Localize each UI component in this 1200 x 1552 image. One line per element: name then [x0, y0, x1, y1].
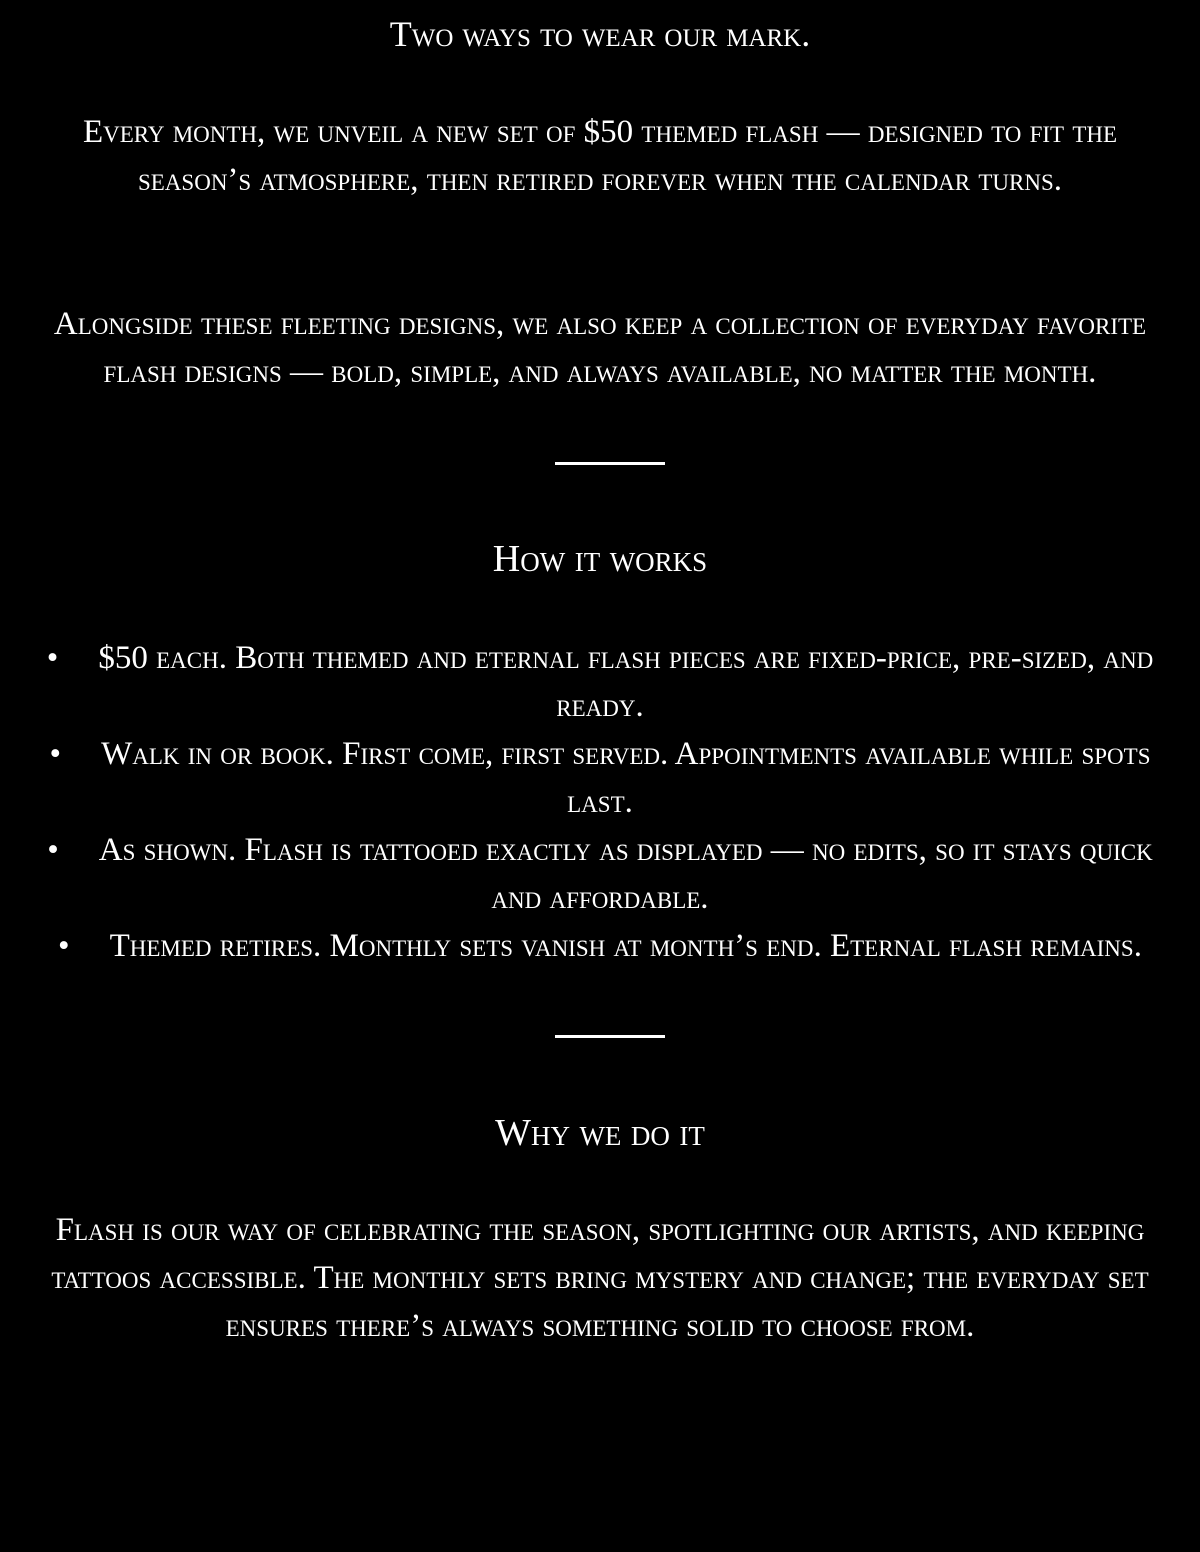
intro-paragraph-monthly: Every month, we unveil a new set of $50 themed flash — designed to fit the season’s atmosphere, then retired forever when the calendar turns.	[82, 114, 1118, 198]
how-it-works-heading: How it works	[492, 538, 708, 580]
list-item-text: $50 each. Both themed and eternal flash pieces are fixed-price, pre-sized, and ready.	[98, 640, 1154, 724]
bullet-icon: •	[49, 736, 62, 772]
list-item	[20, 922, 1180, 970]
why-we-do-it-heading: Why we do it	[495, 1112, 705, 1154]
how-it-works-list	[20, 634, 1180, 970]
page-title: Two ways to wear our mark.	[389, 14, 811, 54]
intro-paragraph-everyday: Alongside these fleeting designs, we also keep a collection of everyday favorite flash designs — bold, simple, and always available, no matter the month.	[53, 306, 1147, 390]
section-divider	[555, 462, 665, 465]
list-item	[20, 634, 1180, 730]
list-item-text: As shown. Flash is tattooed exactly as displayed — no edits, so it stays quick and affordable.	[98, 832, 1153, 916]
list-item-text: Walk in or book. First come, first served. Appointments available while spots last.	[101, 736, 1151, 820]
bullet-icon: •	[58, 928, 70, 964]
list-item	[20, 730, 1180, 826]
bullet-icon: •	[47, 832, 59, 868]
section-divider	[555, 1035, 665, 1038]
bullet-icon: •	[46, 640, 59, 676]
list-item-text: Themed retires. Monthly sets vanish at month’s end. Eternal flash remains.	[109, 928, 1142, 964]
list-item	[20, 826, 1180, 922]
why-we-do-it-paragraph: Flash is our way of celebrating the season, spotlighting our artists, and keeping tattoos accessible. The monthly sets bring mystery and change; the everyday set ensures there’s always something solid to choose from.	[51, 1212, 1149, 1344]
